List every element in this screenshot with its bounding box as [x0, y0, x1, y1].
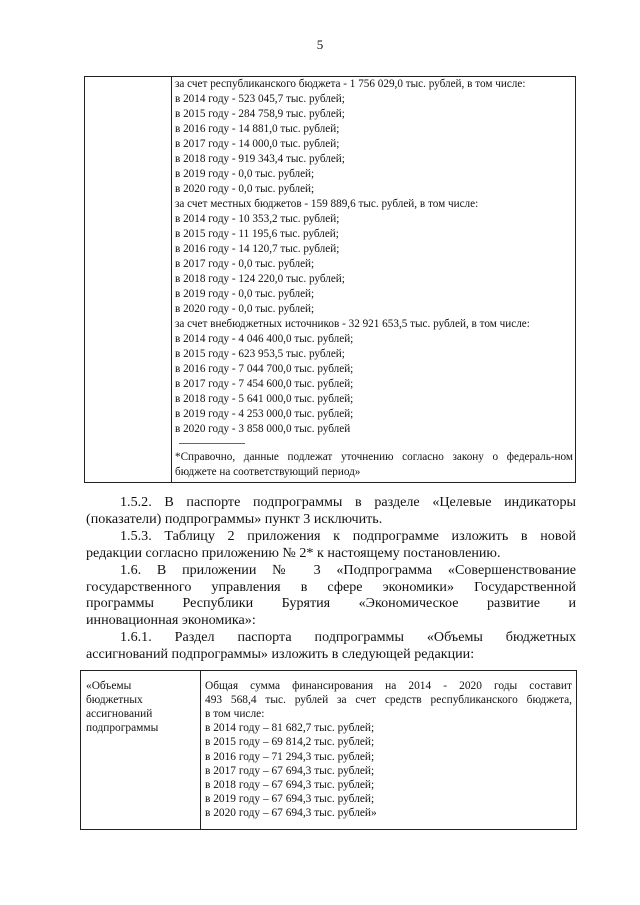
paragraph-line: инновационная экономика»:: [86, 611, 256, 628]
funding-line: в 2016 году - 7 044 700,0 тыс. рублей;: [175, 363, 354, 375]
paragraph-line: редакции согласно приложению № 2* к настоящему постановлению.: [86, 544, 501, 561]
funding-line: в 2020 году - 3 858 000,0 тыс. рублей: [175, 423, 351, 435]
label-line: бюджетных: [86, 694, 143, 706]
footnote-separator: [179, 443, 245, 444]
paragraph-1-6-1: [86, 629, 576, 662]
column-divider: [200, 671, 201, 829]
allocation-details: [205, 679, 572, 821]
funding-line: в 2017 году - 7 454 600,0 тыс. рублей;: [175, 378, 354, 390]
allocation-line: в 2018 году – 67 694,3 тыс. рублей;: [205, 778, 375, 791]
funding-line: в 2016 году - 14 120,7 тыс. рублей;: [175, 243, 340, 255]
footnote: *Справочно, данные подлежат уточнению согласно закону о федераль-ном бюджете на соответствующий период»: [175, 451, 573, 478]
paragraph-line: 1.6. В приложении № 3 «Подпрограмма «Совершенствование: [120, 562, 576, 578]
label-line: ассигнований: [86, 708, 153, 720]
paragraph-line: государственного управления в сфере экономики» Государственной: [86, 578, 576, 595]
allocation-line: в 2020 году – 67 694,3 тыс. рублей»: [205, 807, 377, 820]
funding-line: за счет внебюджетных источников - 32 921 653,5 тыс. рублей, в том числе:: [175, 318, 530, 330]
funding-line: в 2015 году - 284 758,9 тыс. рублей;: [175, 108, 345, 120]
label-line: подпрограммы: [86, 722, 159, 734]
allocation-line: в 2017 году – 67 694,3 тыс. рублей;: [205, 764, 375, 777]
paragraph-line: 1.6.1. Раздел паспорта подпрограммы «Объемы бюджетных: [120, 629, 576, 645]
funding-line: в 2015 году - 11 195,6 тыс. рублей;: [175, 228, 339, 240]
funding-line: в 2020 году - 0,0 тыс. рублей;: [175, 183, 315, 195]
page-number: 5: [316, 37, 324, 52]
summary-line: 493 568,4 тыс. рублей за счет средств республиканского бюджета,: [205, 694, 572, 706]
budget-allocation-table: [80, 670, 577, 830]
paragraph-line: ассигнований подпрограммы» изложить в следующей редакции:: [86, 645, 475, 662]
column-divider: [171, 77, 172, 482]
funding-table-continued: [84, 76, 576, 483]
funding-line: в 2014 году - 523 045,7 тыс. рублей;: [175, 93, 345, 105]
funding-line: в 2018 году - 919 343,4 тыс. рублей;: [175, 153, 345, 165]
label-line: «Объемы: [86, 680, 132, 692]
paragraph-1-5-3: [86, 528, 576, 561]
funding-line: в 2020 году - 0,0 тыс. рублей;: [175, 303, 315, 315]
paragraph-1-5-2: [86, 494, 576, 527]
paragraph-line: 1.5.2. В паспорте подпрограммы в разделе «Целевые индикаторы: [120, 494, 576, 510]
allocation-line: в 2015 году – 69 814,2 тыс. рублей;: [205, 736, 375, 749]
paragraph-1-6: [86, 562, 576, 628]
allocation-line: в 2019 году – 67 694,3 тыс. рублей;: [205, 793, 375, 806]
funding-line: в 2018 году - 5 641 000,0 тыс. рублей;: [175, 393, 354, 405]
paragraph-line: программы Республики Бурятия «Экономическое развитие и: [86, 595, 576, 611]
funding-breakdown: [175, 77, 573, 478]
funding-line: в 2018 году - 124 220,0 тыс. рублей;: [175, 273, 345, 285]
funding-line: в 2017 году - 14 000,0 тыс. рублей;: [175, 138, 340, 150]
funding-line: в 2019 году - 0,0 тыс. рублей;: [175, 168, 315, 180]
section-label: [86, 679, 196, 735]
funding-line: в 2016 году - 14 881,0 тыс. рублей;: [175, 123, 340, 135]
funding-line: в 2015 году - 623 953,5 тыс. рублей;: [175, 348, 345, 360]
allocation-line: в 2014 году – 81 682,7 тыс. рублей;: [205, 722, 375, 735]
summary-line: Общая сумма финансирования на 2014 - 2020 годы составит: [205, 680, 572, 692]
funding-line: в 2014 году - 10 353,2 тыс. рублей;: [175, 213, 340, 225]
funding-line: за счет республиканского бюджета - 1 756 029,0 тыс. рублей, в том числе:: [175, 78, 526, 90]
funding-line: в 2014 году - 4 046 400,0 тыс. рублей;: [175, 333, 354, 345]
paragraph-line: (показатели) подпрограммы» пункт 3 исключить.: [86, 510, 383, 527]
funding-line: за счет местных бюджетов - 159 889,6 тыс. рублей, в том числе:: [175, 198, 479, 210]
paragraph-line: 1.5.3. Таблицу 2 приложения к подпрограмме изложить в новой: [120, 528, 576, 544]
allocation-line: в том числе:: [205, 708, 265, 720]
allocation-line: в 2016 году – 71 294,3 тыс. рублей;: [205, 750, 375, 763]
funding-line: в 2017 году - 0,0 тыс. рублей;: [175, 258, 315, 270]
funding-line: в 2019 году - 4 253 000,0 тыс. рублей;: [175, 408, 354, 420]
funding-line: в 2019 году - 0,0 тыс. рублей;: [175, 288, 315, 300]
